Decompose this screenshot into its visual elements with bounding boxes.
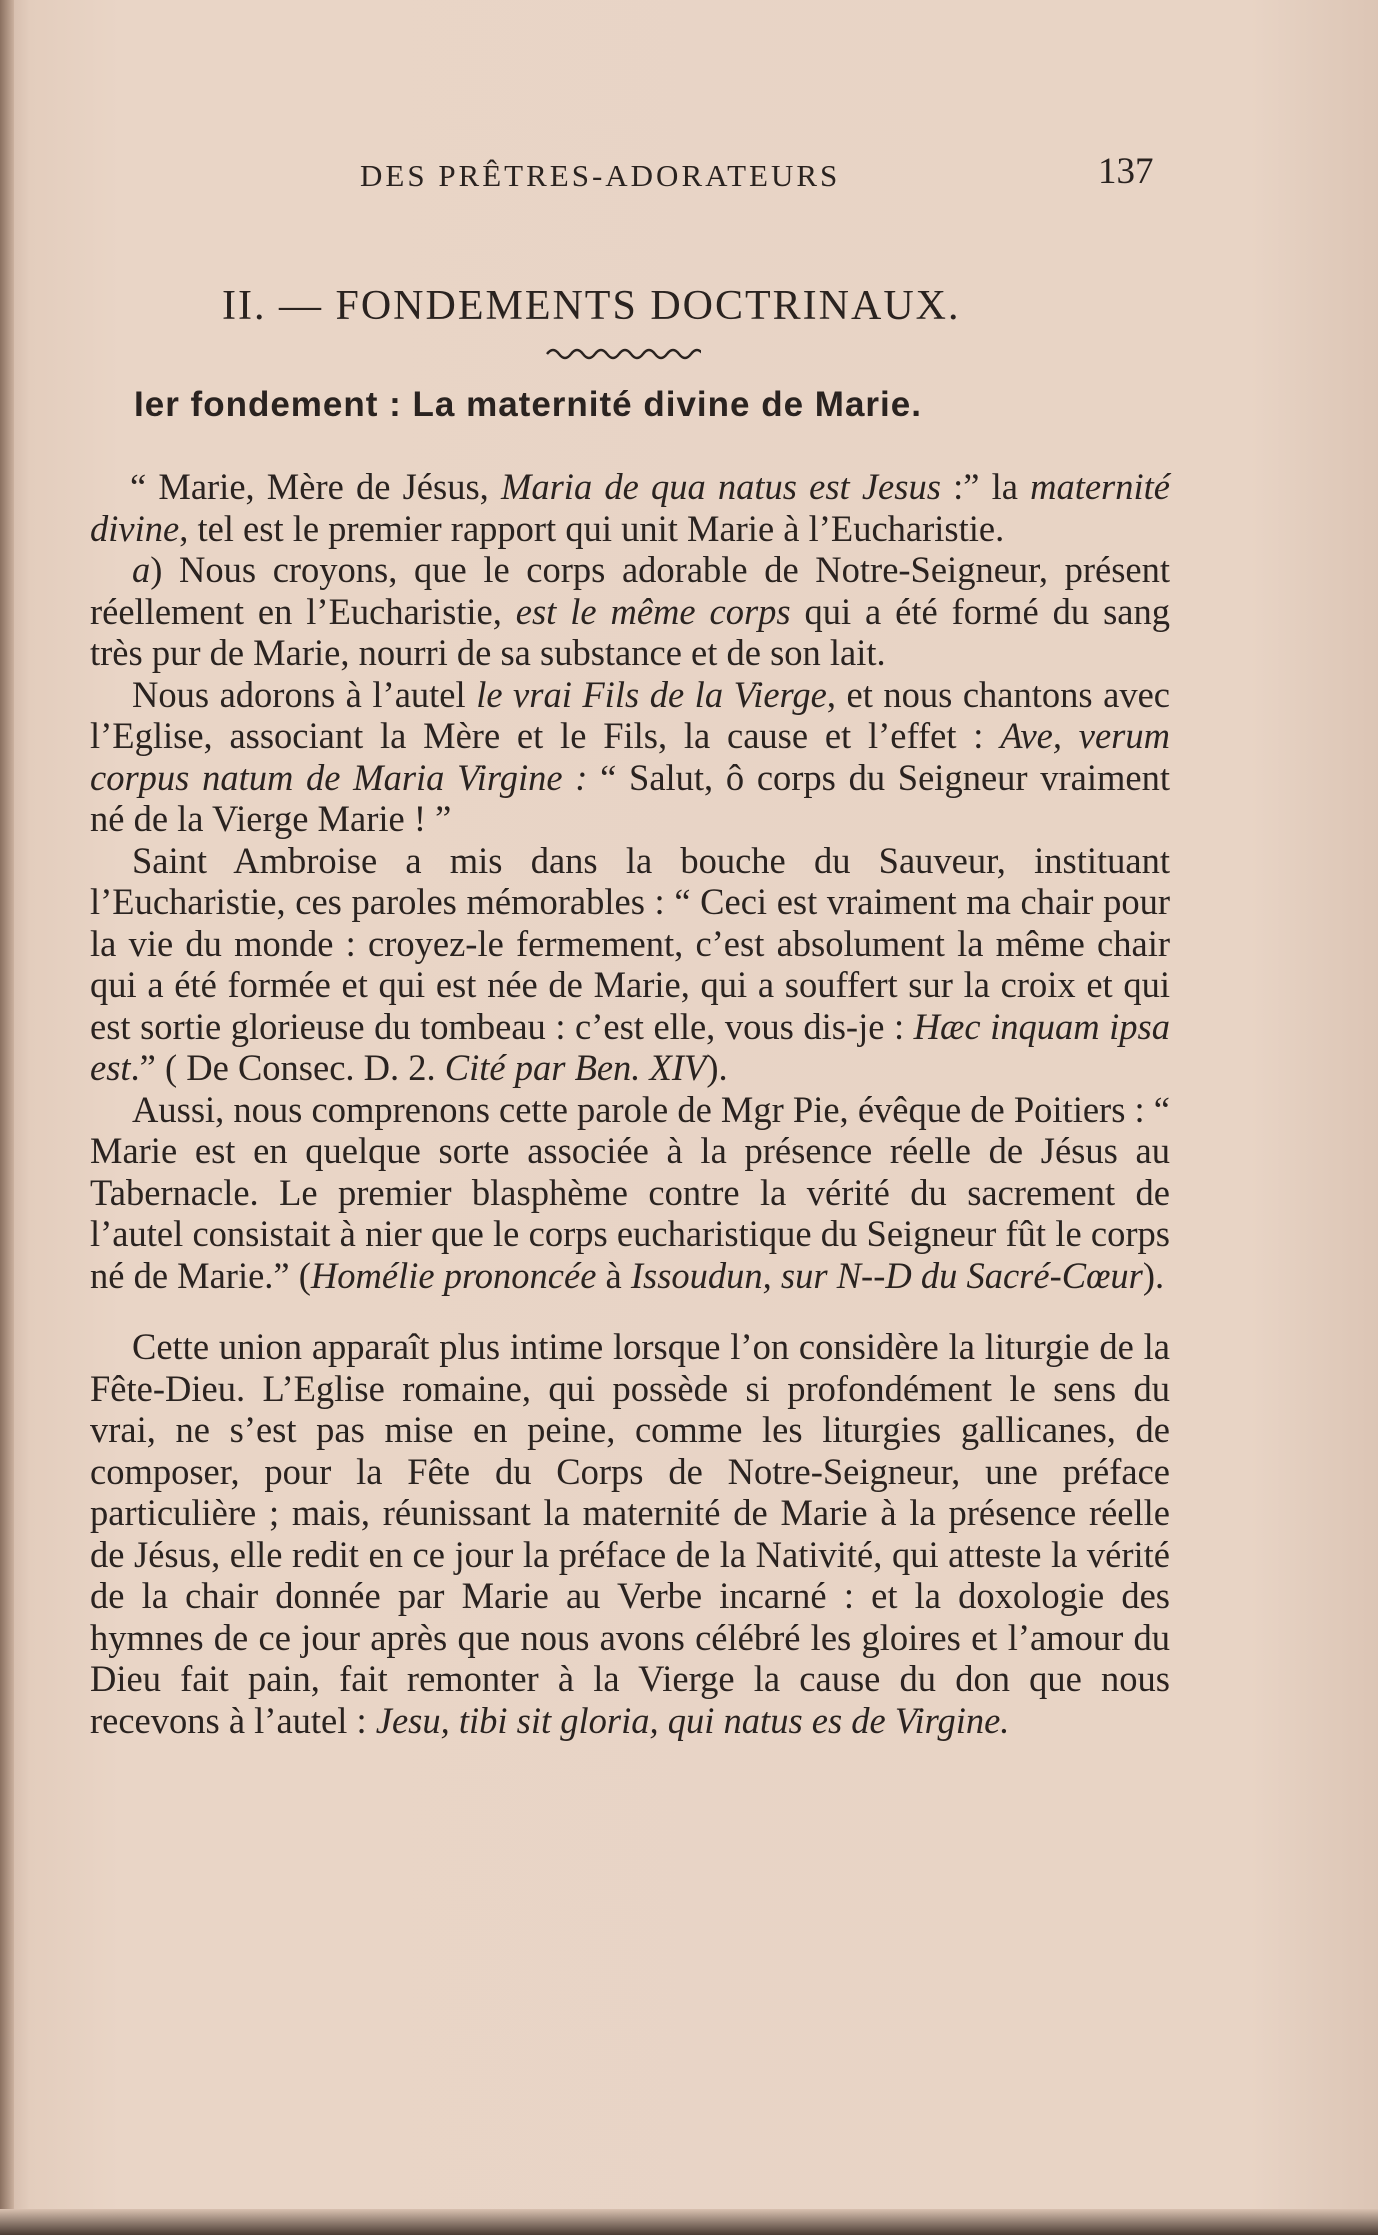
text-run: ).: [1142, 1254, 1165, 1296]
text-run: Aussi, nous comprenons cette parole de Mgr Pie, évêque de Poitiers : “ Marie est en quelque sorte associée à la présence réelle de Jésus au Tabernacle. Le premier blasphème contre la vérité du sacrement de l’autel consistait à nier que le corps eucharistique du Seigneur fût le corps né de Marie.” (: [90, 1088, 1170, 1296]
wavy-ornament: [545, 344, 701, 364]
italic-text: Issoudun, sur N--D du Sacré-Cœur: [630, 1254, 1143, 1296]
paragraph: [90, 674, 1170, 840]
text-run: .” ( De Consec. D. 2.: [130, 1047, 445, 1088]
text-run: ) Nous croyons, que le corps adorable de Notre-Seigneur, présent réellement en l’Eucharistie,: [90, 549, 1170, 632]
subheading: Ier fondement : La maternité divine de Marie.: [134, 385, 922, 424]
italic-text: Homélie prononcée: [310, 1254, 597, 1296]
text-run: “ Salut, ô corps du Seigneur vraiment né de la Vierge Marie ! ”: [90, 756, 1170, 839]
text-run: :” la: [940, 466, 1031, 507]
italic-text: a: [132, 549, 151, 590]
italic-text: Ave, verum corpus natum de Maria Virgine :: [90, 715, 1170, 798]
page-number: 137: [1098, 151, 1154, 192]
text-run: Cette union apparaît plus intime lorsque l’on considère la liturgie de la Fête-Dieu. L’Eglise romaine, qui possède si profondément le sens du vrai, ne s’est pas mise en peine, comme les liturgies gallicanes, de composer, pour la Fête du Corps de Notre-Seigneur, une préface particulière ; mais, réunissant la maternité de Marie à la présence réelle de Jésus, elle redit en ce jour la préface de la Nativité, qui atteste la vérité de la chair donnée par Marie au Verbe incarné : et la doxologie des hymnes de ce jour après que nous avons célébré les gloires et l’amour du Dieu fait pain, fait remonter à la Vierge la cause du don que nous recevons à l’autel :: [90, 1326, 1170, 1741]
paragraph: [90, 840, 1170, 1089]
italic-text: le vrai Fils de la Vierge: [476, 673, 827, 715]
text-run: à: [596, 1254, 631, 1296]
italic-text: Cité par Ben. XIV: [444, 1047, 707, 1088]
paragraph: [90, 466, 1170, 549]
text-run: ).: [706, 1047, 728, 1088]
text-run: “ Marie, Mère de Jésus,: [130, 466, 501, 507]
italic-text: est le même corps: [515, 590, 791, 632]
text-run: Nous adorons à l’autel: [132, 673, 477, 715]
body-text: [90, 466, 1170, 1741]
text-run: , et nous chantons avec l’Eglise, associant la Mère et le Fils, la cause et l’effet :: [90, 673, 1170, 756]
page-bottom-edge: [0, 2209, 1378, 2235]
running-head: DES PRÊTRES-ADORATEURS: [360, 158, 841, 193]
paragraph: [90, 1326, 1170, 1741]
paragraph: [90, 549, 1170, 674]
italic-text: Hæc inquam ipsa est: [90, 1005, 1170, 1088]
italic-text: Jesu, tibi sit gloria, qui natus es de Virgine.: [375, 1699, 1010, 1741]
italic-text: maternité divine: [90, 466, 1170, 549]
text-run: qui a été formé du sang très pur de Marie, nourri de sa substance et de son lait.: [90, 590, 1170, 673]
paragraph: [90, 1089, 1170, 1297]
text-run: , tel est le premier rapport qui unit Marie à l’Eucharistie.: [179, 507, 1005, 549]
text-run: Saint Ambroise a mis dans la bouche du Sauveur, instituant l’Eucharistie, ces paroles mémorables : “ Ceci est vraiment ma chair pour la vie du monde : croyez-le fermement, c’est absolument la même chair qui a été formée et qui est née de Marie, qui a souffert sur la croix et qui est sortie glorieuse du tombeau : c’est elle, vous dis-je :: [90, 839, 1170, 1047]
page-edge-shadow: [0, 0, 14, 2235]
italic-text: Maria de qua natus est Jesus: [500, 466, 941, 507]
section-title: II. — FONDEMENTS DOCTRINAUX.: [222, 283, 961, 329]
